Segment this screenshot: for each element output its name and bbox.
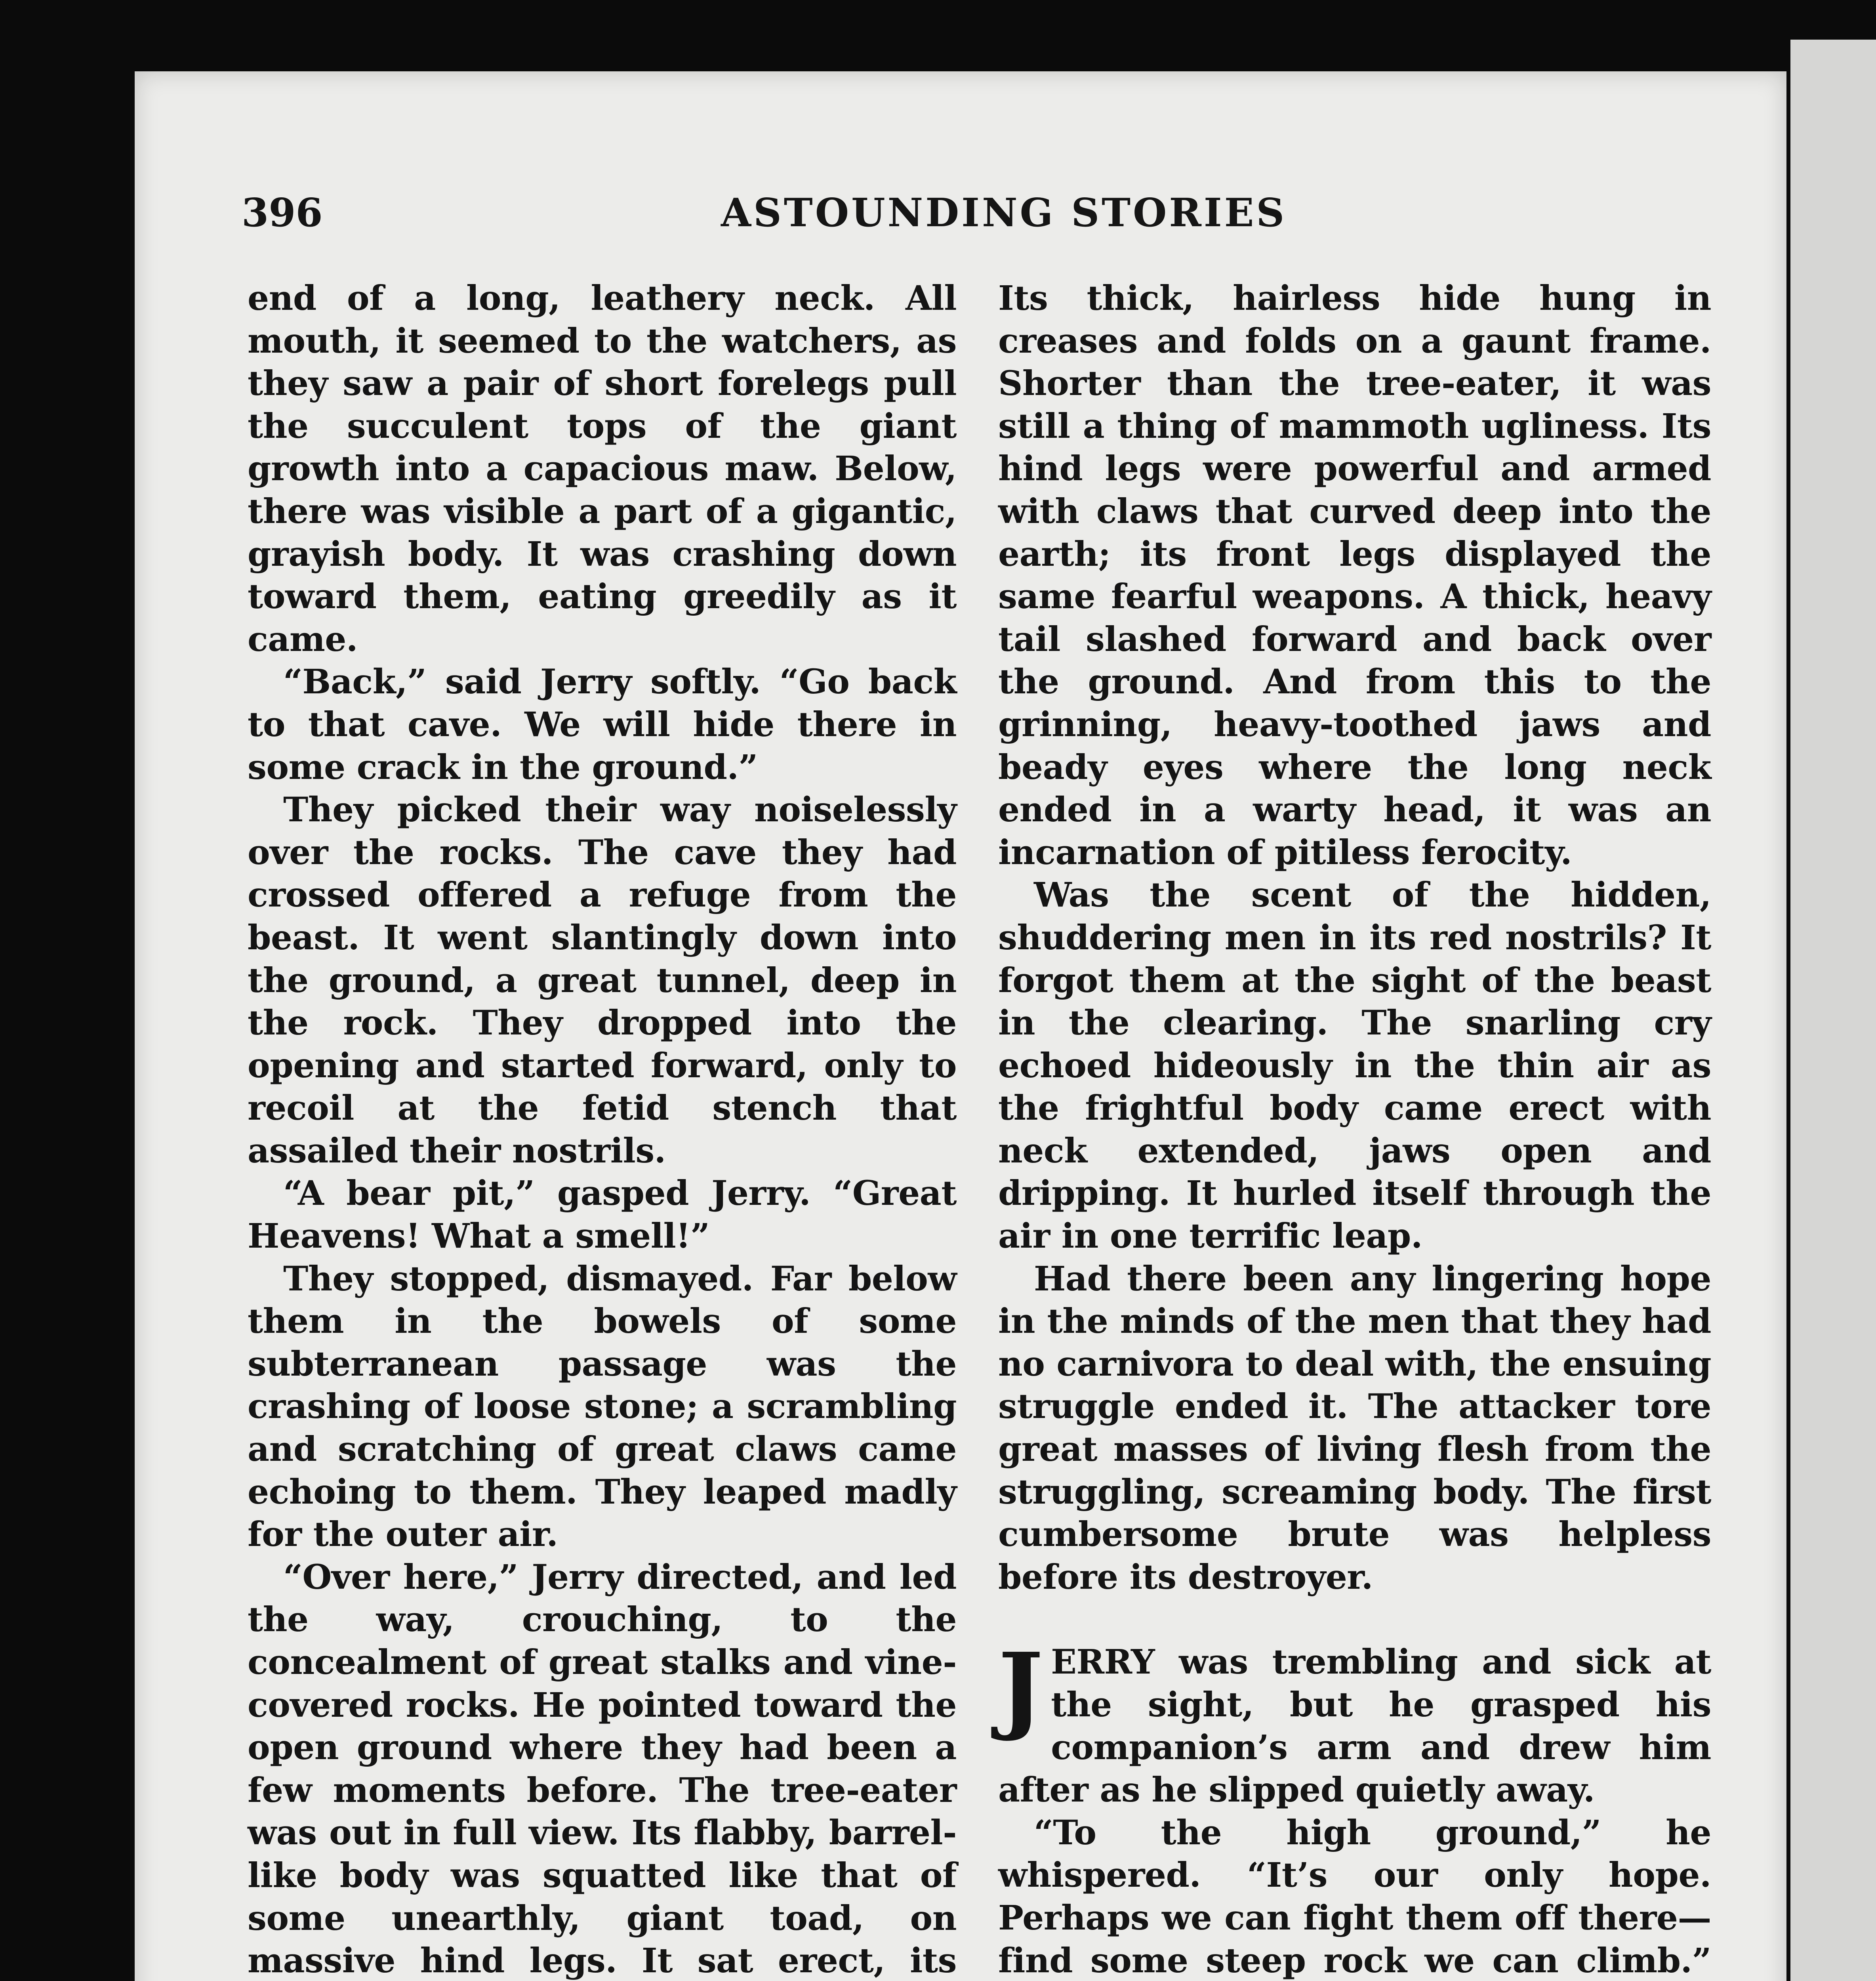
adjacent-page-edge	[1790, 40, 1876, 1981]
paragraph: “Back,” said Jerry softly. “Go back to that cave. We will hide there in some crack in the ground.”	[248, 662, 957, 787]
drop-cap: J	[998, 1632, 1043, 1744]
paragraph: They picked their way noiselessly over the rocks. The cave they had crossed offered a refuge from the beast. It went slantingly down into the ground, a great tunnel, deep in the rock. They dropped into the opening and started forward, only to recoil at the fetid stench that assailed their nostrils.	[248, 790, 957, 1171]
paragraph: Was the scent of the hidden, shuddering men in its red nostrils? It forgot them at the sight of the beast in the clearing. The snarling cry echoed hideously in the thin air as the frightful body came erect with neck extended, jaws open and dripping. It hurled itself through the air in one terrific leap.	[998, 875, 1711, 1256]
right-column	[998, 277, 1711, 1981]
left-column	[248, 277, 957, 1981]
paragraph: “To the high ground,” he whispered. “It’s our only hope. Perhaps we can fight them off there—find some steep rock we can climb.”	[998, 1813, 1711, 1981]
paragraph: Its thick, hairless hide hung in creases and folds on a gaunt frame. Shorter than the tree-eater, it was still a thing of mammoth ugliness. Its hind legs were powerful and armed with claws that curved deep into the earth; its front legs displayed the same fearful weapons. A thick, heavy tail slashed forward and back over the ground. And from this to the grinning, heavy-toothed jaws and beady eyes where the long neck ended in a warty head, it was an incarnation of pitiless ferocity.	[998, 279, 1711, 872]
section-break	[998, 1599, 1711, 1641]
paragraph-text: ERRY was trembling and sick at the sight, but he grasped his companion’s arm and drew him after as he slipped quietly away.	[998, 1642, 1711, 1810]
paragraph: They stopped, dismayed. Far below them in the bowels of some subterranean passage was the crashing of loose stone; a scrambling and scratching of great claws came echoing to them. They leaped madly for the outer air.	[248, 1259, 957, 1555]
paragraph: “Over here,” Jerry directed, and led the way, crouching, to the concealment of great stalks and vine-covered rocks. He pointed toward the open ground where they had been a few moments before. The tree-eater was out in full view. Its flabby, barrel-like body was squatted like that of some unearthly, giant toad, on massive hind legs. It sat erect, its	[248, 1557, 957, 1981]
section-opening-paragraph	[998, 1632, 1711, 1811]
running-head: ASTOUNDING STORIES	[721, 190, 1287, 236]
page-number: 396	[242, 190, 323, 236]
paragraph: Had there been any lingering hope in the minds of the men that they had no carnivora to deal with, the ensuing struggle ended it. The attacker tore great masses of living flesh from the struggling, screaming body. The first cumbersome brute was helpless before its destroyer.	[998, 1259, 1711, 1597]
paragraph: end of a long, leathery neck. All mouth, it seemed to the watchers, as they saw a pair of short forelegs pull the succulent tops of the giant growth into a capacious maw. Below, there was visible a part of a gigantic, grayish body. It was crashing down toward them, eating greedily as it came.	[248, 279, 957, 659]
paragraph: “A bear pit,” gasped Jerry. “Great Heavens! What a smell!”	[248, 1174, 957, 1256]
